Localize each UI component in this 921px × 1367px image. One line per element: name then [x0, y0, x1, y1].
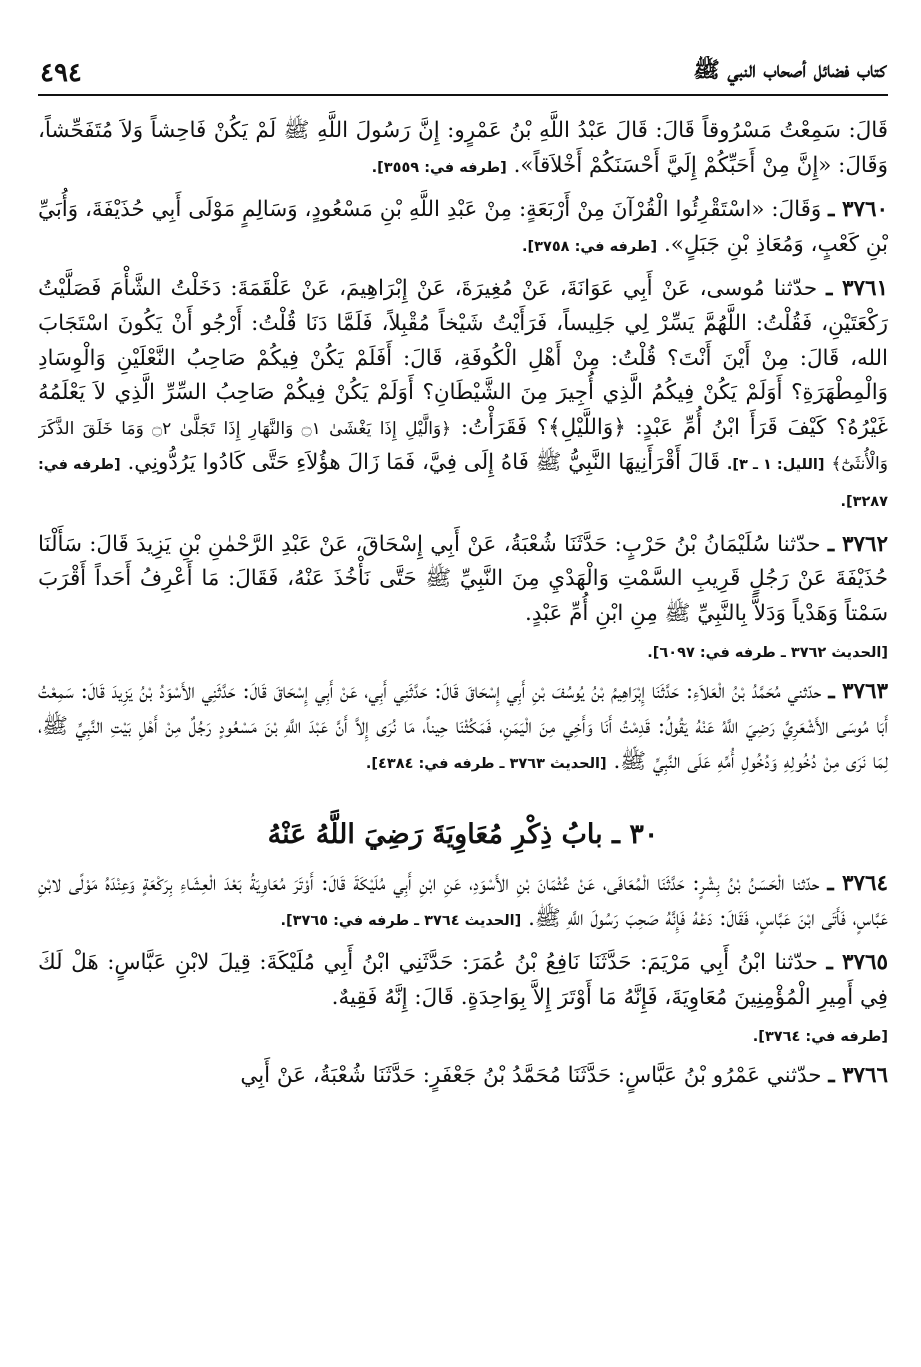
cross-reference: [طرفه في: ٣٧٦٤].	[752, 1029, 888, 1046]
hadith-paragraph-3761	[38, 272, 888, 519]
hadith-text: حدّثني عَمْرُو بْنُ عَبَّاسٍ: حَدَّثَنَا مُحَمَّدُ بْنُ جَعْفَرٍ: حَدَّثَنَا شُعْبَةُ، عَنْ أَبِي	[240, 1063, 822, 1089]
quran-verse: ﴿وَالَّيْلِ إِذَا يَغْشَىٰ ۝١ وَالنَّهَارِ إِذَا تَجَلَّىٰ ۝٢ وَمَا خَلَقَ الذَّكَرَ وَالْأُنثَىٰٓ﴾	[38, 418, 888, 475]
book-title: كتاب فضائل أصحاب النبي ﷺ	[693, 57, 886, 83]
cross-reference: [طرفه في: ٣٧٥٨].	[521, 238, 658, 255]
hadith-text: حدّثنا ابْنُ أَبِي مَرْيَمَ: حَدَّثَنَا نَافِعُ بْنُ عُمَرَ: حَدَّثَنِي ابْنُ أَبِي مُلَيْكَةَ: قِيلَ لابْنِ عَبَّاسٍ: هَلْ لَكَ فِي أَمِيرِ الْمُؤْمِنِينَ مُعَاوِيَةَ، فَإِنَّهُ مَا أَوْتَرَ إِلاَّ بِوَاحِدَةٍ. قَالَ: إِنَّهُ فَقِيهٌ.	[38, 950, 888, 1010]
hadith-paragraph-3764	[38, 867, 888, 938]
chapter-heading: ٣٠ ـ بابُ ذِكْرِ مُعَاوِيَةَ رَضِيَ اللَّهُ عَنْهُ	[267, 819, 659, 851]
hadith-number: ٣٧٦٠ ـ	[828, 197, 888, 223]
cross-reference: [طرفه في: ٣٢٨٧].	[38, 457, 888, 510]
page-header	[38, 56, 888, 96]
hadith-paragraph-3763	[38, 675, 888, 781]
hadith-paragraph-3760	[38, 193, 888, 264]
hadith-number: ٣٧٦٥ ـ	[826, 950, 888, 976]
cross-reference: [الحديث ٣٧٦٣ ـ طرفه في: ٤٣٨٤].	[365, 755, 607, 772]
hadith-text: حدّثنا مُوسى، عَنْ أَبِي عَوَانَةَ، عَنْ مُغِيرَةَ، عَنْ إِبْرَاهِيمَ، عَنْ عَلْقَمَةَ: دَخَلْتُ الشَّأْمَ فَصَلَّيْتُ رَكْعَتَيْنِ، فَقُلْتُ: اللَّهُمَّ يَسِّرْ لِي جَلِيساً، فَرَأَيْتُ شَيْخاً مُقْبِلاً، فَلَمَّا دَنَا قُلْتُ: أَرْجُو أَنْ يَكُونَ اسْتَجَابَ الله، قَالَ: مِنْ أَيْنَ أَنْتَ؟ قُلْتُ: مِنْ أَهْلِ الْكُوفَةِ، قَالَ: أَفَلَمْ يَكُنْ فِيكُمْ صَاحِبُ النَّعْلَيْنِ وَالْوِسَادِ وَالْمِطْهَرَةِ؟ أَوَلَمْ يَكُنْ فِيكُمُ الَّذِي أُجِيرَ مِنَ الشَّيْطَانِ؟ أَوَلَمْ يَكُنْ فِيكُمْ صَاحِبُ السِّرِّ الَّذِي لاَ يَعْلَمُهُ غَيْرُهُ؟ كَيْفَ قَرَأَ ابْنُ أُمِّ عَبْدٍ: ﴿وَاللَّيْلِ﴾؟ فَقَرَأْتُ:	[38, 276, 888, 440]
hadith-paragraph-continuation	[38, 114, 888, 185]
book-page	[38, 56, 888, 1356]
cross-reference: [الحديث ٣٧٦٢ ـ طرفه في: ٦٠٩٧].	[647, 645, 888, 662]
hadith-paragraph-3765	[38, 946, 888, 1015]
hadith-text-continued: قَالَ أَقْرَأَنِيهَا النَّبِيُّ ﷺ فَاهُ إِلَى فِيَّ، فَمَا زَالَ هؤُلاَءِ حَتَّى كَادُوا يَرُدُّونِي.	[127, 450, 721, 476]
hadith-text: وَقَالَ: «اسْتَقْرِئُوا الْقُرْآنَ مِنْ أَرْبَعَةٍ: مِنْ عَبْدِ اللَّهِ بْنِ مَسْعُودٍ، وَسَالِمٍ مَوْلَى أَبِي حُذَيْفَةَ، وَأُبَيِّ بْنِ كَعْبٍ، وَمُعَاذِ بْنِ جَبَلٍ».	[38, 197, 888, 257]
page-body	[38, 96, 888, 1094]
hadith-paragraph-3762	[38, 528, 888, 632]
hadith-number: ٣٧٦٣ ـ	[828, 679, 888, 705]
hadith-text: حدّثنا سُلَيْمَانُ بْنُ حَرْبٍ: حَدَّثَنَا شُعْبَةُ، عَنْ أَبِي إِسْحَاقَ، عَنْ عَبْدِ الرَّحْمٰنِ بْنِ يَزِيدَ قَالَ: سَأَلْنَا حُذَيْفَةَ عَنْ رَجُلٍ قَرِيبِ السَّمْتِ وَالْهَدْيِ مِنَ النَّبِيِّ ﷺ حَتَّى نَأْخُذَ عَنْهُ، فَقَالَ: مَا أَعْرِفُ أَحَداً أَقْرَبَ سَمْتاً وَهَدْياً وَدَلاًّ بِالنَّبِيِّ ﷺ مِنِ ابْنِ أُمِّ عَبْدٍ.	[38, 531, 888, 626]
cross-reference: [الحديث ٣٧٦٤ ـ طرفه في: ٣٧٦٥].	[280, 912, 522, 929]
page-number: ٤٩٤	[40, 58, 82, 88]
hadith-number: ٣٧٦٢ ـ	[827, 531, 888, 557]
hadith-number: ٣٧٦٤ ـ	[827, 871, 888, 897]
hadith-number: ٣٧٦١ ـ	[826, 276, 888, 302]
quran-reference: [الليل: ١ ـ ٣].	[726, 457, 825, 474]
hadith-text: قَالَ: سَمِعْتُ مَسْرُوقاً قَالَ: قَالَ عَبْدُ اللَّهِ بْنُ عَمْرٍو: إِنَّ رَسُولَ اللَّهِ ﷺ لَمْ يَكُنْ فَاحِشاً وَلاَ مُتَفَحِّشاً، وَقَالَ: «إِنَّ مِنْ أَحَبِّكُمْ إِلَيَّ أَحْسَنَكُمْ أَخْلاَقاً».	[38, 118, 888, 178]
cross-reference: [طرفه في: ٣٥٥٩].	[371, 159, 507, 176]
hadith-text: حدّثنا الْحَسَنُ بْنُ بِشْرٍ: حَدَّثَنَا الْمُعَافَى، عَنْ عُثْمَانَ بْنِ الأَسْوَدِ، عَنِ ابْنِ أَبِي مُلَيْكَةَ قَالَ: أَوْتَرَ مُعَاوِيَةُ بَعْدَ الْعِشَاءِ بِرَكْعَةٍ وَعِنْدَهُ مَوْلًى لابْنِ عَبَّاسٍ، فَأَتَى ابْنَ عَبَّاسٍ، فَقَالَ: دَعْهُ فَإِنَّهُ صَحِبَ رَسُولَ اللَّهِ ﷺ.	[38, 871, 888, 931]
hadith-paragraph-3766	[38, 1059, 888, 1094]
hadith-text: حدّثني مُحَمَّدُ بْنُ الْعَلاَءِ: حَدَّثَنَا إِبْرَاهِيمُ بْنُ يُوسُفَ بْنِ أَبِي إِسْحَاقَ قَالَ: حَدَّثَنِي أَبِي، عَنْ أَبِي إِسْحَاقَ قَالَ: حَدَّثَنِي الأَسْوَدُ بْنُ يَزِيدَ قَالَ: سَمِعْتُ أَبَا مُوسَى الأَشْعَرِيَّ رَضِيَ اللَّهُ عَنْهُ يَقُولُ: قَدِمْتُ أَنَا وَأَخِي مِنَ الْيَمَنِ، فَمَكُثْنَا حِيناً، مَا نُرَى إِلاَّ أَنَّ عَبْدَ اللَّهِ بْنَ مَسْعُودٍ رَجُلٌ مِنْ أَهْلِ بَيْتِ النَّبِيِّ ﷺ، لِمَا نَرَى مِنْ دُخُولِهِ وَدُخُولِ أُمِّهِ عَلَى النَّبِيِّ ﷺ.	[38, 679, 888, 774]
hadith-number: ٣٧٦٦ ـ	[828, 1063, 888, 1089]
